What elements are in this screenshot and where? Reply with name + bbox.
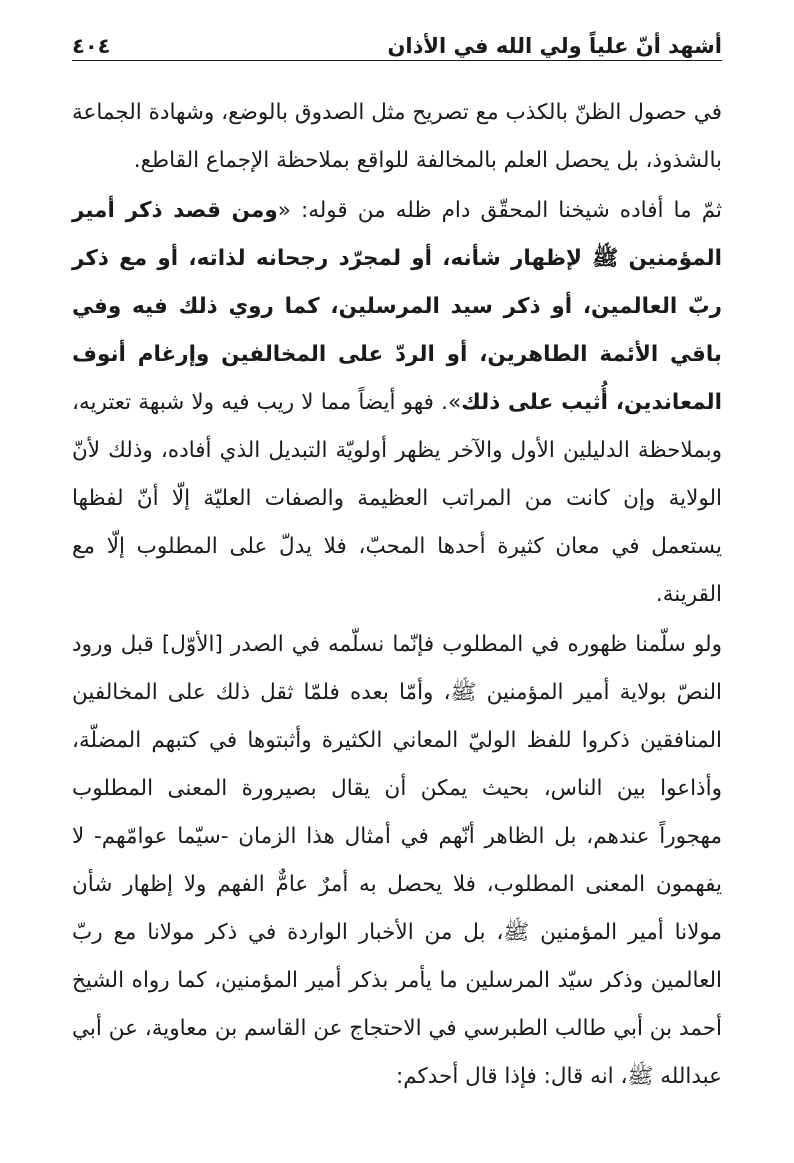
text-segment: ثمّ ما أفاده شيخنا المحقّق دام ظله من قوله: « xyxy=(277,198,722,223)
quoted-bold-text: ومن قصد ذكر أمير المؤمنين ﷺ لإظهار شأنه، أو لمجرّد رجحانه لذاته، أو مع ذكر ربّ العالمين، أو ذكر سيد المرسلين، كما روي ذلك فيه وفي باقي الأئمة الطاهرين، أو الردّ على المخالفين وإرغام أنوف المعاندين، أُثيب على ذلك xyxy=(72,198,722,415)
text-segment: ولو سلّمنا ظهوره في المطلوب فإنّما نسلّمه في الصدر [الأوّل] قبل ورود النصّ بولاية أمير المؤمنين ﷺ، وأمّا بعده فلمّا ثقل ذلك على المخالفين المنافقين ذكروا للفظ الوليّ المعاني الكثيرة وأثبتوها في كتبهم المضلّة، وأذاعوا بين الناس، بحيث يمكن أن يقال بصيرورة المعنى المطلوب مهجوراً عندهم، بل الظاهر أنّهم في أمثال هذا الزمان -سيّما عوامّهم- لا يفهمون المعنى المطلوب، فلا يحصل به أمرٌ عامٌّ الفهم ولا إظهار شأن مولانا أمير المؤمنين ﷺ، بل من الأخبار الواردة في ذكر مولانا مع ربّ العالمين وذكر سيّد المرسلين ما يأمر بذكر أمير المؤمنين، كما رواه الشيخ أحمد بن أبي طالب الطبرسي في الاحتجاج عن القاسم بن معاوية، عن أبي عبدالله ﷺ، انه قال: فإذا قال أحدكم: xyxy=(72,632,722,1089)
page-header xyxy=(72,26,722,61)
paragraph xyxy=(72,187,722,619)
page-number: ٤٠٤ xyxy=(72,33,111,58)
body-text xyxy=(72,89,722,1101)
text-segment: ». فهو أيضاً مما لا ريب فيه ولا شبهة تعتريه، وبملاحظة الدليلين الأول والآخر يظهر أولويّة التبديل الذي أفاده، وذلك لأنّ الولاية وإن كانت من المراتب العظيمة والصفات العليّة إلّا أنّ لفظها يستعمل في معان كثيرة أحدها المحبّ، فلا يدلّ على المطلوب إلّا مع القرينة. xyxy=(72,390,722,607)
text-segment: في حصول الظنّ بالكذب مع تصريح مثل الصدوق بالوضع، وشهادة الجماعة بالشذوذ، بل يحصل العلم بالمخالفة للواقع بملاحظة الإجماع القاطع. xyxy=(72,100,722,173)
running-title: أشهد أنّ علياً ولي الله في الأذان xyxy=(387,33,722,58)
paragraph xyxy=(72,89,722,185)
paragraph xyxy=(72,621,722,1101)
book-page xyxy=(72,26,722,1101)
